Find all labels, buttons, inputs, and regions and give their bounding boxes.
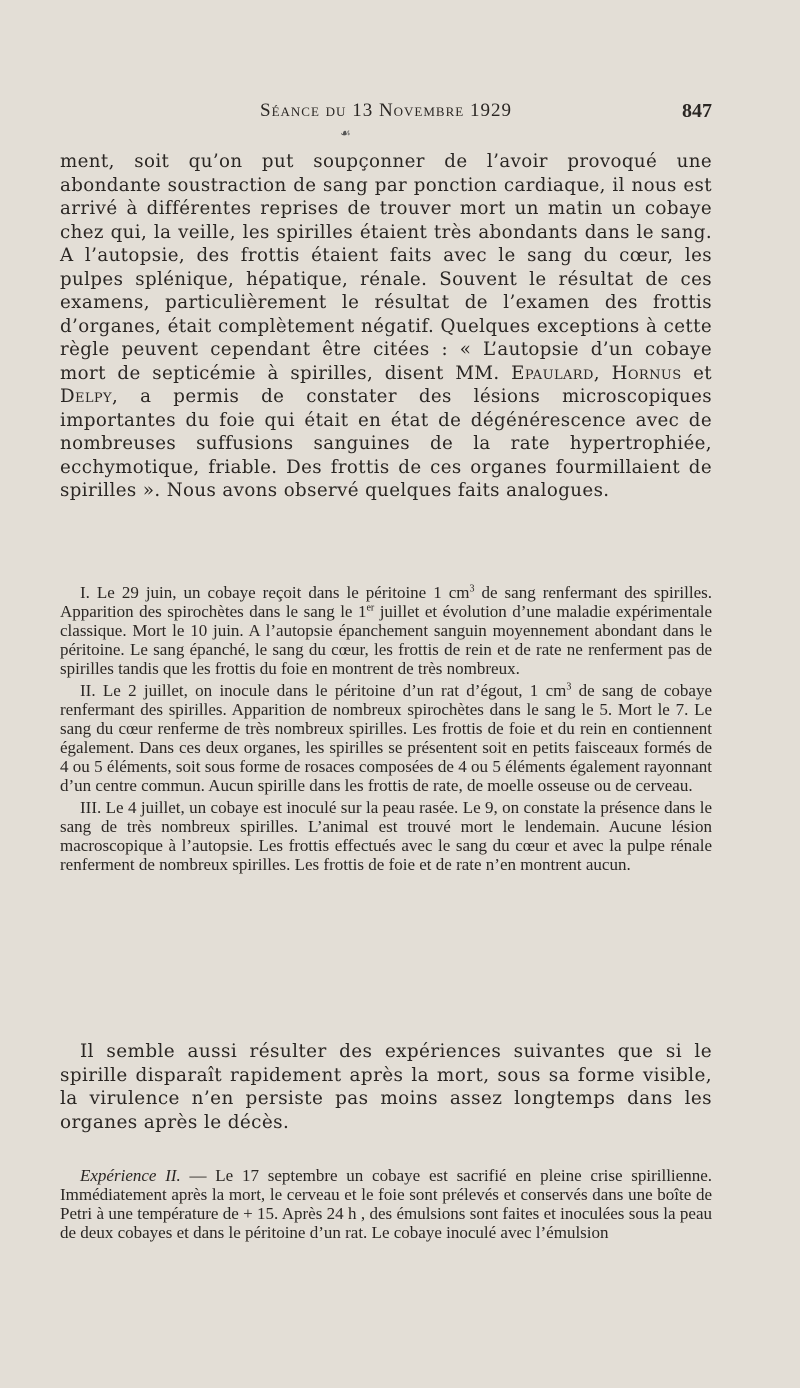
case-1 (60, 583, 712, 678)
paragraph-text-part: ment, soit qu’on put soupçonner de l’avoir provoqué une abondante soustraction de sang par ponction cardiaque, il nous est arrivé à différentes reprises de trouver mort un matin un cobaye chez qui, la veille, les spirilles étaient très abondants dans le sang. A l’autopsie, des frottis étaient faits avec le sang du cœur, les pulpes splénique, hépatique, rénale. Souvent le résultat de ces examens, particulièrement le résultat de l’examen des frottis d’organes, était complètement négatif. Quelques exceptions à cette règle peuvent cependant être citées : « L’autopsie d’un cobaye mort de septicémie à spirilles, disent MM. (60, 151, 712, 384)
page-number: 847 (682, 100, 712, 122)
superscript: 3 (469, 583, 475, 595)
author-names: Epaulard, Hornus (511, 362, 682, 384)
case-2-text-a: II. Le 2 juillet, on inocule dans le péritoine d’un rat d’égout, 1 cm (80, 681, 567, 700)
header-title: Séance du 13 Novembre 1929 (260, 100, 512, 121)
case-2-text-b: de sang de cobaye renfermant des spirilles. Apparition de nombreux spirochètes dans le sang le 5. Mort le 7. Le sang du cœur renferme de très nombreux spirilles. Les frottis de foie et du rein en contiennent également. Dans ces deux organes, les spirilles se présentent soit en petits faisceaux formés de 4 ou 5 éléments, soit sous forme de rosaces composées de 4 ou 5 éléments également rayonnant d’un centre commun. Aucun spirille dans les frottis de rate, de moelle osseuse ou de cerveau. (60, 681, 713, 795)
case-1-text-a: I. Le 29 juin, un cobaye reçoit dans le péritoine 1 cm (80, 583, 470, 602)
superscript: 3 (566, 681, 572, 693)
superscript: er (366, 602, 375, 614)
experiment-2 (60, 1166, 712, 1245)
experiment-paragraph (60, 1166, 712, 1242)
case-observations (60, 583, 712, 877)
paragraph-text: Il semble aussi résulter des expériences suivantes que si le spirille disparaît rapidement après la mort, sous sa forme visible, la virulence n’en persiste pas moins assez longtemps dans les organes après le décès. (60, 1041, 712, 1133)
experiment-text: — Le 17 septembre un cobaye est sacrifié en pleine crise spirillienne. Immédiatement après la mort, le cerveau et le foie sont prélevés et conservés dans une boîte de Petri à une température de + 15. Après 24 h , des émulsions sont faites et inoculées sous la peau de deux cobayes et dans le péritoine d’un rat. Le cobaye inoculé avec l’émulsion (60, 1166, 712, 1242)
experiment-label: Expérience II. (80, 1166, 181, 1185)
case-2 (60, 681, 712, 795)
paragraph-autopsy-findings (60, 150, 712, 503)
case-3: III. Le 4 juillet, un cobaye est inoculé sur la peau rasée. Le 9, on constate la présence dans le sang de très nombreux spirilles. L’animal est trouvé mort le lendemain. Aucune lésion macroscopique à l’autopsie. Les frottis effectués avec le sang du cœur et avec la pulpe rénale renferment de nombreux spirilles. Les frottis de foie et de rate n’en montrent aucun. (60, 798, 712, 874)
paragraph-virulence (60, 1040, 712, 1134)
case-1-text-c: juillet et évolution d’une maladie expérimentale classique. Mort le 10 juin. A l’autopsie épanchement sanguin moyennement abondant dans le péritoine. Le sang épanché, le sang du cœur, les frottis de rein et de rate ne renferment pas de spirilles tandis que les frottis du foie en montrent de très nombreux. (60, 602, 712, 678)
ornament-icon: ☙ (340, 126, 351, 140)
conjunction: et (693, 362, 712, 384)
paragraph-text (60, 150, 712, 503)
author-name: Delpy, (60, 386, 119, 407)
case-1-text-b: de sang renfermant des spirilles. Apparition des spirochètes dans le sang le 1 (60, 583, 712, 621)
paragraph-text-cont: a permis de constater des lésions microscopiques importantes du foie qui était en état de dégénérescence avec de nombreuses suffusions sanguines de la rate hypertrophiée, ecchymotique, friable. Des frottis de ces organes fourmillaient de spirilles ». Nous avons observé quelques faits analogues. (60, 386, 712, 501)
running-header (60, 100, 712, 130)
